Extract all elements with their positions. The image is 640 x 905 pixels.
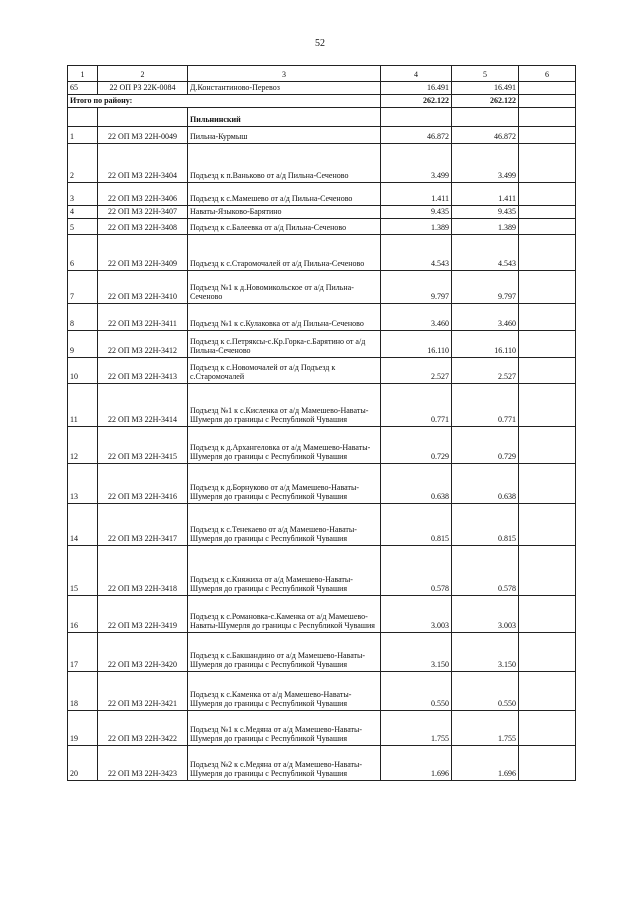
road-code-cell: 22 ОП МЗ 22Н-3404 [98, 144, 188, 183]
empty-cell [519, 95, 576, 108]
road-register-table [67, 65, 576, 781]
row-number-cell: 19 [68, 711, 98, 746]
road-name-cell: Наваты-Языково-Барятино [188, 206, 381, 219]
road-name-cell: Подъезд №1 к с.Кулаковка от а/д Пильна-Сеченово [188, 304, 381, 331]
row-number-cell: 5 [68, 219, 98, 235]
road-code-cell: 22 ОП РЗ 22К-0084 [98, 82, 188, 95]
empty-cell [519, 331, 576, 358]
table-row [68, 82, 576, 95]
length-cell: 9.797 [452, 271, 519, 304]
header-cell: 4 [381, 66, 452, 82]
road-name-cell: Подъезд к д.Архангеловка от а/д Мамешево-Наваты-Шумерля до границы с Республикой Чувашия [188, 427, 381, 464]
table-row [68, 596, 576, 633]
empty-cell [98, 108, 188, 127]
road-name-cell: Подъезд к с.Балеевка от а/д Пильна-Сеченово [188, 219, 381, 235]
road-name-cell: Подъезд к с.Петряксы-с.Кр.Горка-с.Барятино от а/д Пильна-Сеченово [188, 331, 381, 358]
row-number-cell: 11 [68, 384, 98, 427]
empty-cell [381, 108, 452, 127]
empty-cell [519, 384, 576, 427]
road-name-cell: Подъезд №1 к с.Медяна от а/д Мамешево-Наваты-Шумерля до границы с Республикой Чувашия [188, 711, 381, 746]
empty-cell [519, 546, 576, 596]
length-total-cell: 1.755 [381, 711, 452, 746]
empty-cell [519, 464, 576, 504]
length-cell: 9.435 [452, 206, 519, 219]
length-cell: 16.491 [452, 82, 519, 95]
header-cell: 6 [519, 66, 576, 82]
road-name-cell: Подъезд к п.Ваньково от а/д Пильна-Сеченово [188, 144, 381, 183]
road-code-cell: 22 ОП МЗ 22Н-3418 [98, 546, 188, 596]
empty-cell [68, 108, 98, 127]
length-total-cell: 3.460 [381, 304, 452, 331]
row-number-cell: 10 [68, 358, 98, 384]
total-label: Итого по району: [68, 95, 381, 108]
table-row [68, 633, 576, 672]
length-total-cell: 16.491 [381, 82, 452, 95]
length-cell: 3.150 [452, 633, 519, 672]
length-total-cell: 0.815 [381, 504, 452, 546]
empty-cell [519, 633, 576, 672]
road-code-cell: 22 ОП МЗ 22Н-3417 [98, 504, 188, 546]
empty-cell [519, 108, 576, 127]
length-cell: 0.771 [452, 384, 519, 427]
road-name-cell: Подъезд к с.Княжиха от а/д Мамешево-Наваты-Шумерля до границы с Республикой Чувашия [188, 546, 381, 596]
row-number-cell: 14 [68, 504, 98, 546]
road-code-cell: 22 ОП МЗ 22Н-3422 [98, 711, 188, 746]
road-code-cell: 22 ОП МЗ 22Н-3411 [98, 304, 188, 331]
road-code-cell: 22 ОП МЗ 22Н-3413 [98, 358, 188, 384]
length-total-cell: 4.543 [381, 235, 452, 271]
row-number-cell: 7 [68, 271, 98, 304]
road-name-cell: Подъезд к с.Мамешево от а/д Пильна-Сеченово [188, 183, 381, 206]
road-code-cell: 22 ОП МЗ 22Н-3423 [98, 746, 188, 781]
length-total-cell: 0.638 [381, 464, 452, 504]
table-row [68, 711, 576, 746]
row-number-cell: 1 [68, 127, 98, 144]
table-row [68, 464, 576, 504]
length-cell: 1.411 [452, 183, 519, 206]
road-name-cell: Подъезд к с.Бакшандино от а/д Мамешево-Наваты-Шумерля до границы с Республикой Чувашия [188, 633, 381, 672]
length-cell: 3.499 [452, 144, 519, 183]
length-cell: 0.815 [452, 504, 519, 546]
total-value-cell: 262.122 [452, 95, 519, 108]
table-row [68, 235, 576, 271]
table-row [68, 504, 576, 546]
road-name-cell: Пильна-Курмыш [188, 127, 381, 144]
road-code-cell: 22 ОП МЗ 22Н-3406 [98, 183, 188, 206]
row-number-cell: 2 [68, 144, 98, 183]
length-cell: 0.729 [452, 427, 519, 464]
road-code-cell: 22 ОП МЗ 22Н-3421 [98, 672, 188, 711]
row-number-cell: 16 [68, 596, 98, 633]
empty-cell [519, 235, 576, 271]
empty-cell [519, 504, 576, 546]
length-cell: 1.696 [452, 746, 519, 781]
table-row [68, 358, 576, 384]
road-name-cell: Подъезд к с.Старомочалей от а/д Пильна-Сеченово [188, 235, 381, 271]
empty-cell [519, 672, 576, 711]
road-name-cell: Подъезд к с.Каменка от а/д Мамешево-Наваты-Шумерля до границы с Республикой Чувашия [188, 672, 381, 711]
road-code-cell: 22 ОП МЗ 22Н-3416 [98, 464, 188, 504]
road-code-cell: 22 ОП МЗ 22Н-3410 [98, 271, 188, 304]
length-total-cell: 1.696 [381, 746, 452, 781]
length-total-cell: 46.872 [381, 127, 452, 144]
length-cell: 3.460 [452, 304, 519, 331]
district-total-row [68, 95, 576, 108]
length-total-cell: 9.435 [381, 206, 452, 219]
length-cell: 0.638 [452, 464, 519, 504]
road-name-cell: Подъезд к с.Новомочалей от а/д Подъезд к с.Старомочалей [188, 358, 381, 384]
length-cell: 3.003 [452, 596, 519, 633]
empty-cell [519, 82, 576, 95]
empty-cell [519, 127, 576, 144]
road-name-cell: Подъезд к с.Романовка-с.Каменка от а/д Мамешево-Наваты-Шумерля до границы с Республикой Чувашия [188, 596, 381, 633]
header-cell: 1 [68, 66, 98, 82]
row-number-cell: 15 [68, 546, 98, 596]
row-number-cell: 3 [68, 183, 98, 206]
length-total-cell: 1.411 [381, 183, 452, 206]
length-total-cell: 0.771 [381, 384, 452, 427]
length-total-cell: 9.797 [381, 271, 452, 304]
road-code-cell: 22 ОП МЗ 22Н-3414 [98, 384, 188, 427]
table-row [68, 271, 576, 304]
table-header-row [68, 66, 576, 82]
row-number-cell: 9 [68, 331, 98, 358]
table-row [68, 672, 576, 711]
length-total-cell: 0.550 [381, 672, 452, 711]
road-name-cell: Подъезд к д.Борнуково от а/д Мамешево-Наваты-Шумерля до границы с Республикой Чувашия [188, 464, 381, 504]
road-code-cell: 22 ОП МЗ 22Н-3408 [98, 219, 188, 235]
road-code-cell: 22 ОП МЗ 22Н-3419 [98, 596, 188, 633]
length-total-cell: 0.729 [381, 427, 452, 464]
total-value-cell: 262.122 [381, 95, 452, 108]
road-code-cell: 22 ОП МЗ 22Н-3415 [98, 427, 188, 464]
road-code-cell: 22 ОП МЗ 22Н-3409 [98, 235, 188, 271]
row-number-cell: 12 [68, 427, 98, 464]
road-name-cell: Д.Константиново-Перевоз [188, 82, 381, 95]
table-row [68, 384, 576, 427]
empty-cell [519, 596, 576, 633]
length-total-cell: 3.003 [381, 596, 452, 633]
empty-cell [519, 219, 576, 235]
table-row [68, 546, 576, 596]
length-cell: 0.550 [452, 672, 519, 711]
length-total-cell: 3.150 [381, 633, 452, 672]
table-row [68, 746, 576, 781]
length-total-cell: 16.110 [381, 331, 452, 358]
road-code-cell: 22 ОП МЗ 22Н-0049 [98, 127, 188, 144]
road-code-cell: 22 ОП МЗ 22Н-3412 [98, 331, 188, 358]
road-code-cell: 22 ОП МЗ 22Н-3420 [98, 633, 188, 672]
length-cell: 0.578 [452, 546, 519, 596]
empty-cell [519, 304, 576, 331]
row-number-cell: 6 [68, 235, 98, 271]
length-total-cell: 3.499 [381, 144, 452, 183]
table-row [68, 206, 576, 219]
length-cell: 1.389 [452, 219, 519, 235]
section-title: Пильнинский [188, 108, 381, 127]
header-cell: 5 [452, 66, 519, 82]
road-name-cell: Подъезд к с.Тенекаево от а/д Мамешево-Наваты-Шумерля до границы с Республикой Чувашия [188, 504, 381, 546]
length-cell: 16.110 [452, 331, 519, 358]
empty-cell [519, 144, 576, 183]
table-row [68, 127, 576, 144]
empty-cell [519, 427, 576, 464]
header-cell: 2 [98, 66, 188, 82]
table-row [68, 219, 576, 235]
row-number-cell: 17 [68, 633, 98, 672]
empty-cell [452, 108, 519, 127]
row-number-cell: 13 [68, 464, 98, 504]
row-number-cell: 20 [68, 746, 98, 781]
road-name-cell: Подъезд №2 к с.Медяна от а/д Мамешево-Наваты-Шумерля до границы с Республикой Чувашия [188, 746, 381, 781]
table-row [68, 183, 576, 206]
empty-cell [519, 183, 576, 206]
row-number-cell: 18 [68, 672, 98, 711]
length-total-cell: 0.578 [381, 546, 452, 596]
empty-cell [519, 711, 576, 746]
road-name-cell: Подъезд №1 к д.Новомикольское от а/д Пильна-Сеченово [188, 271, 381, 304]
road-code-cell: 22 ОП МЗ 22Н-3407 [98, 206, 188, 219]
row-number-cell: 8 [68, 304, 98, 331]
table-row [68, 427, 576, 464]
page-number: 52 [315, 38, 325, 49]
length-cell: 2.527 [452, 358, 519, 384]
length-cell: 1.755 [452, 711, 519, 746]
length-cell: 4.543 [452, 235, 519, 271]
length-total-cell: 1.389 [381, 219, 452, 235]
empty-cell [519, 271, 576, 304]
section-header-row [68, 108, 576, 127]
header-cell: 3 [188, 66, 381, 82]
empty-cell [519, 206, 576, 219]
table-row [68, 304, 576, 331]
road-name-cell: Подъезд №1 к с.Кисленка от а/д Мамешево-Наваты-Шумерля до границы с Республикой Чувашия [188, 384, 381, 427]
length-cell: 46.872 [452, 127, 519, 144]
row-number-cell: 4 [68, 206, 98, 219]
table-row [68, 331, 576, 358]
length-total-cell: 2.527 [381, 358, 452, 384]
table-row [68, 144, 576, 183]
empty-cell [519, 746, 576, 781]
row-number-cell: 65 [68, 82, 98, 95]
empty-cell [519, 358, 576, 384]
